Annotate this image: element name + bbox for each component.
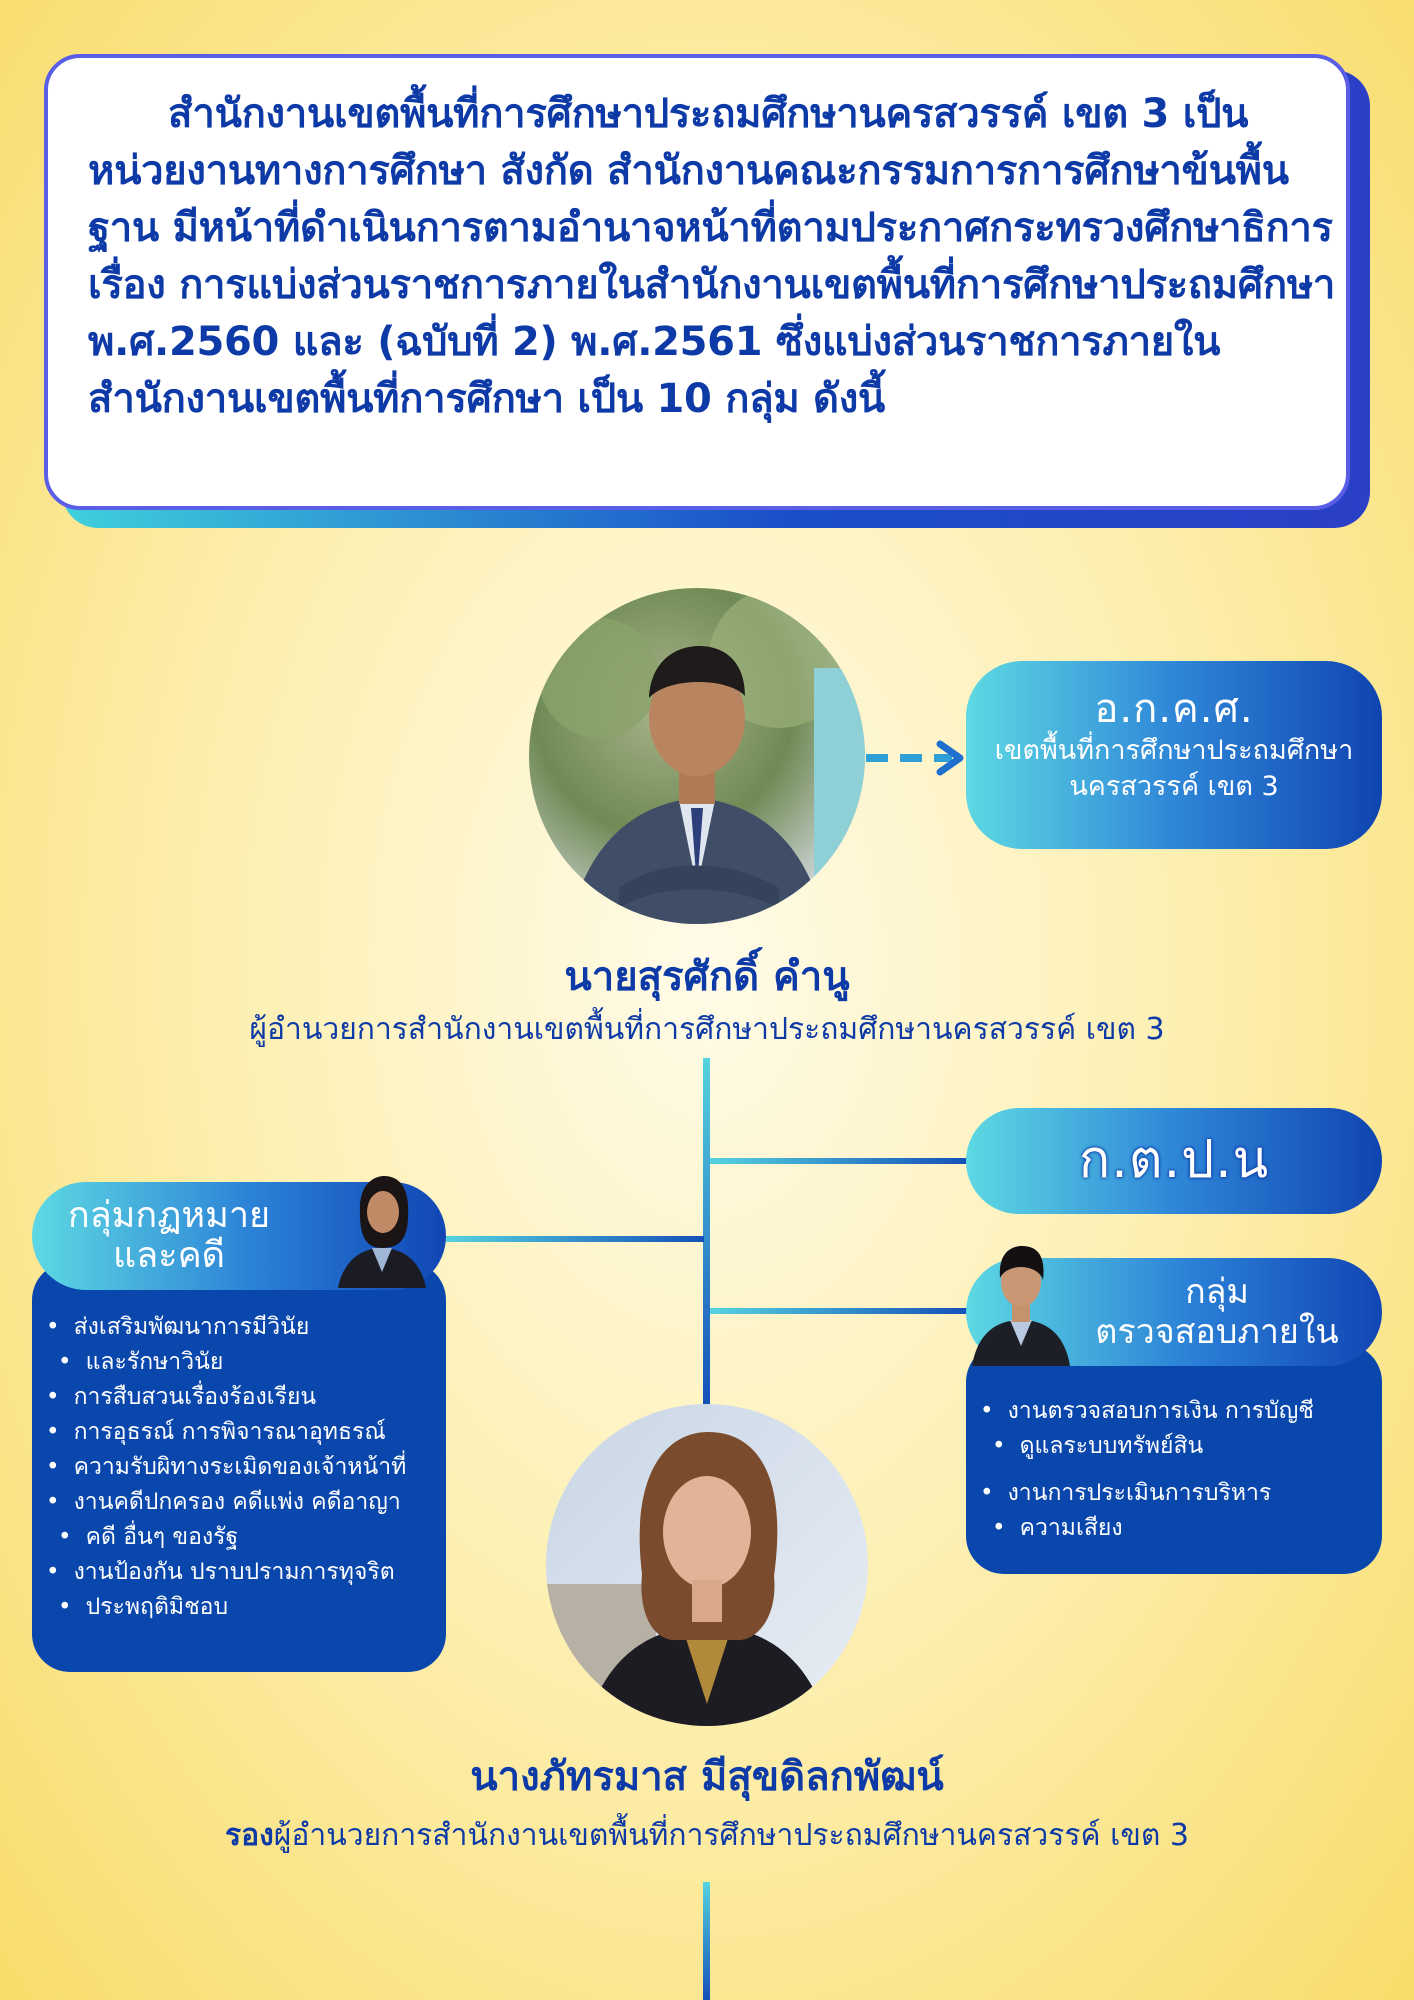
committee-line1: เขตพื้นที่การศึกษาประถมศึกษา xyxy=(994,735,1354,766)
director-photo xyxy=(529,588,865,924)
list-item-continued: • คดี อื่นๆ ของรัฐ xyxy=(32,1520,446,1555)
connector-law xyxy=(446,1236,704,1242)
deputy-photo xyxy=(546,1404,868,1726)
law-group-panel xyxy=(32,1262,446,1672)
list-item-continued: • ประพฤติมิชอบ xyxy=(32,1590,446,1625)
list-item: • งานคดีปกครอง คดีแพ่ง คดีอาญา xyxy=(32,1485,446,1520)
deputy-title xyxy=(0,1816,1414,1856)
audit-group-staff-photo xyxy=(966,1226,1076,1366)
bottom-vertical-connector xyxy=(703,1882,710,2000)
audit-group-title-line2: ตรวจสอบภายใน xyxy=(1095,1312,1339,1352)
audit-group-title-line1: กลุ่ม xyxy=(1185,1272,1249,1312)
list-item: • ส่งเสริมพัฒนาการมีวินัย xyxy=(32,1310,446,1345)
list-item: • งานการประเมินการบริหาร xyxy=(966,1476,1382,1511)
connector-ktpn xyxy=(710,1158,968,1164)
dashed-arrow-icon xyxy=(864,738,968,778)
law-group-title-line1: กลุ่มกฏหมาย xyxy=(67,1195,271,1236)
committee-abbr: อ.ก.ค.ศ. xyxy=(1094,686,1254,732)
connector-audit xyxy=(710,1308,968,1314)
deputy-name: นางภัทรมาส มีสุขดิลกพัฒน์ xyxy=(470,1754,944,1800)
list-item-continued: • ดูแลระบบทรัพย์สิน xyxy=(966,1429,1382,1464)
list-item: • การอุธรณ์ การพิจารณาอุทธรณ์ xyxy=(32,1415,446,1450)
list-item-continued: • ความเสียง xyxy=(966,1511,1382,1546)
ktpn-box xyxy=(966,1108,1382,1214)
committee-box xyxy=(966,661,1382,849)
list-item: • งานป้องกัน ปราบปรามการทุจริต xyxy=(32,1555,446,1590)
list-item-continued: • และรักษาวินัย xyxy=(32,1345,446,1380)
director-name: นายสุรศักดิ์ คำนู xyxy=(564,954,850,1000)
deputy-title-prefix: รอง xyxy=(225,1818,274,1853)
law-group-title-line2: และคดี xyxy=(112,1235,226,1276)
law-group-staff-photo xyxy=(330,1168,434,1288)
ktpn-label: ก.ต.ป.น xyxy=(1078,1130,1270,1190)
audit-group-list xyxy=(966,1394,1382,1546)
deputy-title-rest: ผู้อำนวยการสำนักงานเขตพื้นที่การศึกษาประถมศึกษานครสวรรค์ เขต 3 xyxy=(273,1818,1189,1853)
list-item: • การสืบสวนเรื่องร้องเรียน xyxy=(32,1380,446,1415)
main-vertical-connector xyxy=(703,1058,710,1406)
list-item: • งานตรวจสอบการเงิน การบัญชี xyxy=(966,1394,1382,1429)
committee-line2: นครสวรรค์ เขต 3 xyxy=(1069,771,1279,802)
director-title: ผู้อำนวยการสำนักงานเขตพื้นที่การศึกษาประถมศึกษานครสวรรค์ เขต 3 xyxy=(249,1012,1165,1047)
list-item: • ความรับผิทางระเมิดของเจ้าหน้าที่ xyxy=(32,1450,446,1485)
law-group-list xyxy=(32,1310,446,1625)
intro-text: สำนักงานเขตพื้นที่การศึกษาประถมศึกษานครสวรรค์ เขต 3 เป็นหน่วยงานทางการศึกษา สังกัด สำนักงานคณะกรรมการการศึกษาข้นพื้นฐาน มีหน้าที่ดำเนินการตามอำนาจหน้าที่ตามประกาศกระทรวงศึกษาธิการ เรื่อง การแบ่งส่วนราชการภายในสำนักงานเขตพื้นที่การศึกษาประถมศึกษา พ.ศ.2560 และ (ฉบับที่ 2) พ.ศ.2561 ซึ่งแบ่งส่วนราชการภายใน สำนักงานเขตพื้นที่การศึกษา เป็น 10 กลุ่ม ดังนี้ xyxy=(88,91,1336,422)
audit-group-panel xyxy=(966,1344,1382,1574)
